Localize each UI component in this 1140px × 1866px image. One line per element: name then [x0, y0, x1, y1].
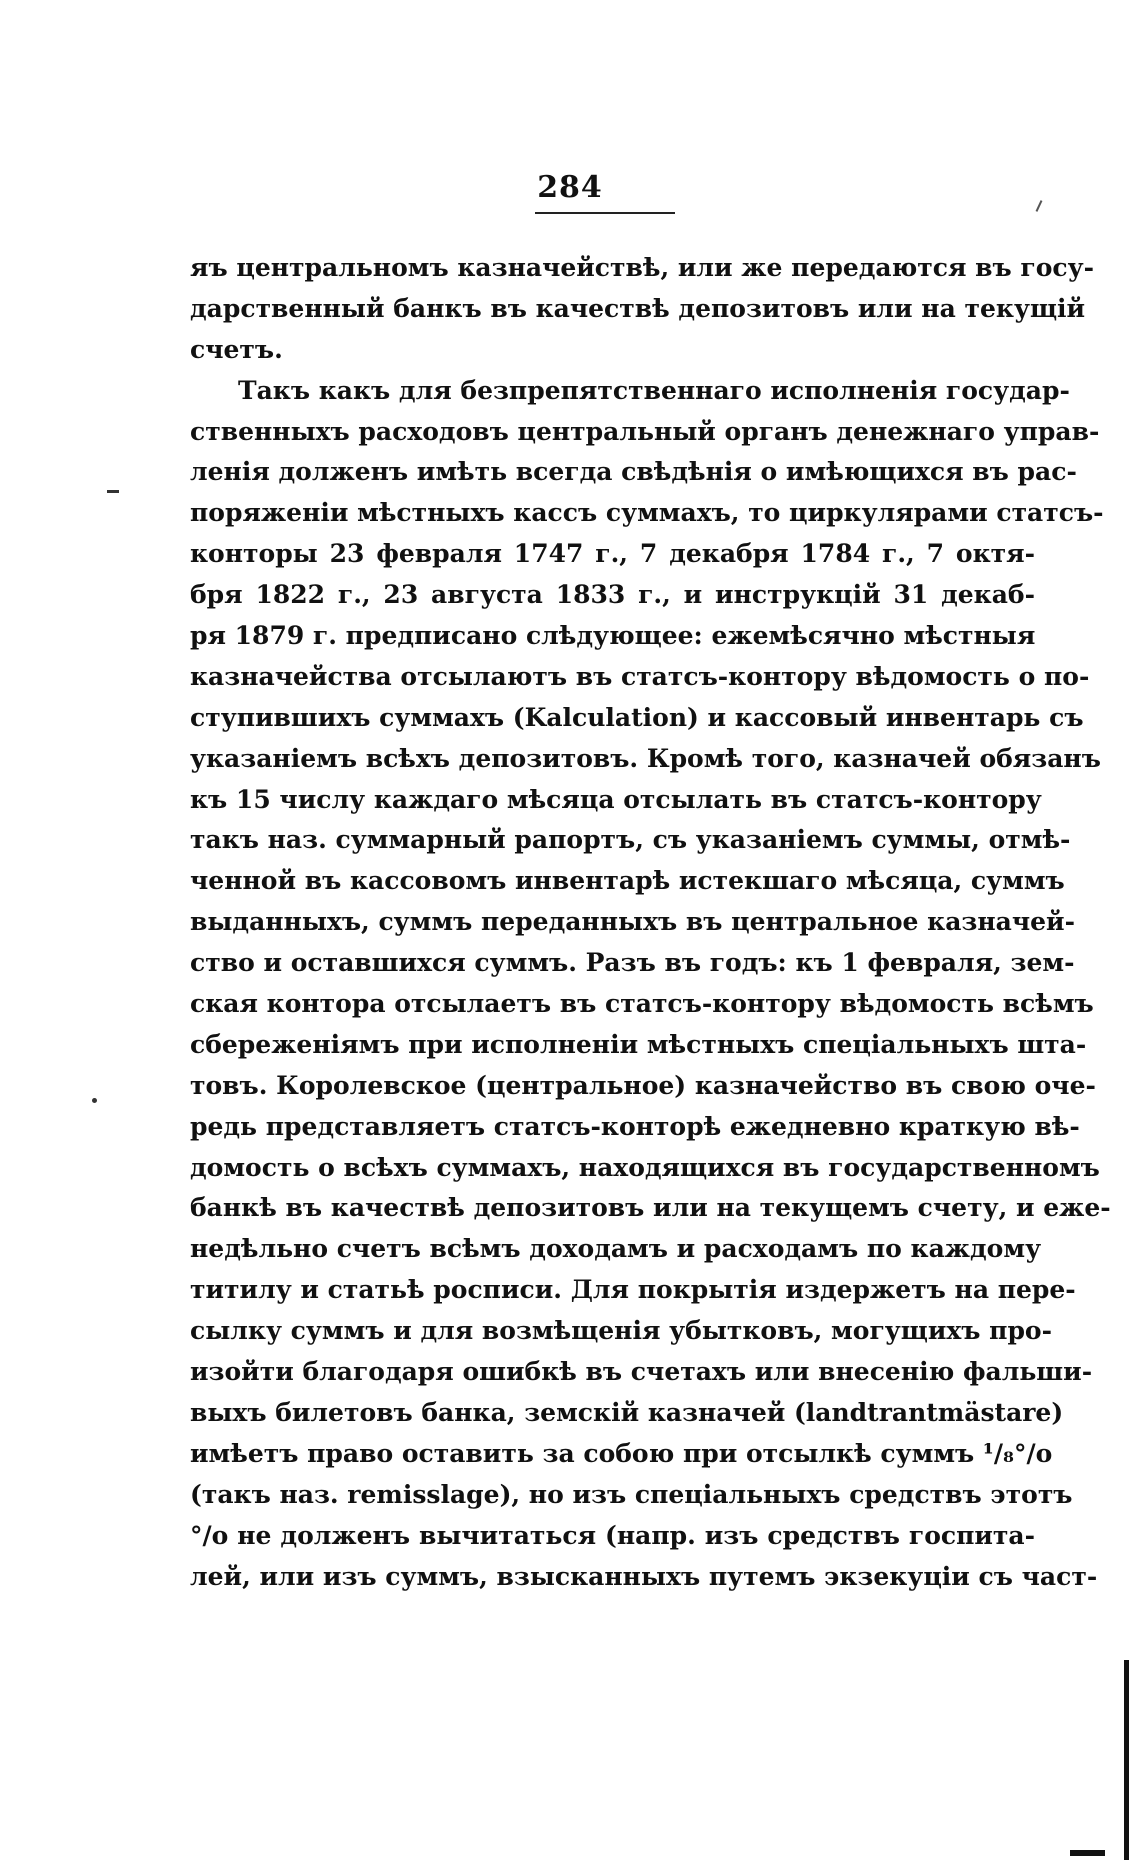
- text-line: яъ центральномъ казначействѣ, или же передаются въ госу-: [190, 253, 1094, 282]
- text-line: недѣльно счетъ всѣмъ доходамъ и расходамъ по каждому: [190, 1234, 1042, 1264]
- text-line: ря 1879 г. предписано слѣдующее: ежемѣсячно мѣстныя: [190, 621, 1036, 651]
- text-line: °/о не долженъ вычитаться (напр. изъ средствъ госпита-: [190, 1520, 1035, 1550]
- text-line: ская контора отсылаетъ въ статсъ-контору вѣдомость всѣмъ: [190, 989, 1094, 1019]
- text-line: конторы 23 февраля 1747 г., 7 декабря 1784 г., 7 октя-: [190, 539, 1035, 569]
- text-line: такъ наз. суммарный рапортъ, съ указаніемъ суммы, отмѣ-: [190, 825, 1071, 855]
- text-line: домость о всѣхъ суммахъ, находящихся въ государственномъ: [190, 1152, 1100, 1182]
- text-line: (такъ наз. remisslage), но изъ спеціальныхъ средствъ этотъ: [190, 1479, 1073, 1509]
- text-line: къ 15 числу каждаго мѣсяца отсылать въ статсъ-контору: [190, 784, 1042, 814]
- text-line: бря 1822 г., 23 августа 1833 г., и инструкцій 31 декаб-: [190, 580, 1035, 610]
- text-line: товъ. Королевское (центральное) казначейство въ свою оче-: [190, 1070, 1096, 1100]
- text-line: имѣетъ право оставить за собою при отсылкѣ суммъ ¹/₈°/о: [190, 1438, 1053, 1468]
- text-line: ственныхъ расходовъ центральный органъ денежнаго управ-: [190, 416, 1100, 446]
- text-line: счетъ.: [190, 334, 283, 364]
- text-line: поряженіи мѣстныхъ кассъ суммахъ, то циркулярами статсъ-: [190, 498, 1104, 528]
- text-line: ступившихъ суммахъ (Kalculation) и кассовый инвентарь съ: [190, 702, 1084, 732]
- text-line: изойти благодаря ошибкѣ въ счетахъ или внесенію фальши-: [190, 1357, 1093, 1387]
- text-line: Такъ какъ для безпрепятственнаго исполненія государ-: [238, 375, 1070, 405]
- stray-mark: [1036, 200, 1043, 212]
- margin-mark: [107, 490, 119, 493]
- text-line: выхъ билетовъ банка, земскій казначей (landtrantmästare): [190, 1397, 1064, 1427]
- margin-dot: [92, 1098, 97, 1103]
- text-line: сбереженіямъ при исполненіи мѣстныхъ спеціальныхъ шта-: [190, 1029, 1087, 1059]
- text-line: казначейства отсылаютъ въ статсъ-контору вѣдомость о по-: [190, 661, 1090, 691]
- text-line: дарственный банкъ въ качествѣ депозитовъ или на текущій: [190, 293, 1086, 323]
- text-line: ченной въ кассовомъ инвентарѣ истекшаго мѣсяца, суммъ: [190, 866, 1065, 896]
- text-line: лей, или изъ суммъ, взысканныхъ путемъ экзекуціи съ част-: [190, 1561, 1098, 1591]
- scan-smudge: [1070, 1850, 1105, 1856]
- text-line: ство и оставшихся суммъ. Разъ въ годъ: къ 1 февраля, зем-: [190, 948, 1075, 978]
- text-line: указаніемъ всѣхъ депозитовъ. Кромѣ того, казначей обязанъ: [190, 743, 1101, 773]
- text-line: редь представляетъ статсъ-конторѣ ежедневно краткую вѣ-: [190, 1111, 1080, 1141]
- text-line: ленія долженъ имѣть всегда свѣдѣнія о имѣющихся въ рас-: [190, 457, 1077, 487]
- scan-edge-shadow: [1124, 1660, 1129, 1860]
- body-text: [190, 248, 1111, 1597]
- text-line: титилу и статьѣ росписи. Для покрытія издержетъ на пере-: [190, 1275, 1076, 1305]
- text-line: банкѣ въ качествѣ депозитовъ или на текущемъ счету, и еже-: [190, 1193, 1111, 1223]
- text-line: сылку суммъ и для возмѣщенія убытковъ, могущихъ про-: [190, 1316, 1052, 1346]
- page-number: 284: [537, 170, 603, 205]
- text-line: выданныхъ, суммъ переданныхъ въ центральное казначей-: [190, 907, 1075, 937]
- page-number-rule: [535, 212, 675, 214]
